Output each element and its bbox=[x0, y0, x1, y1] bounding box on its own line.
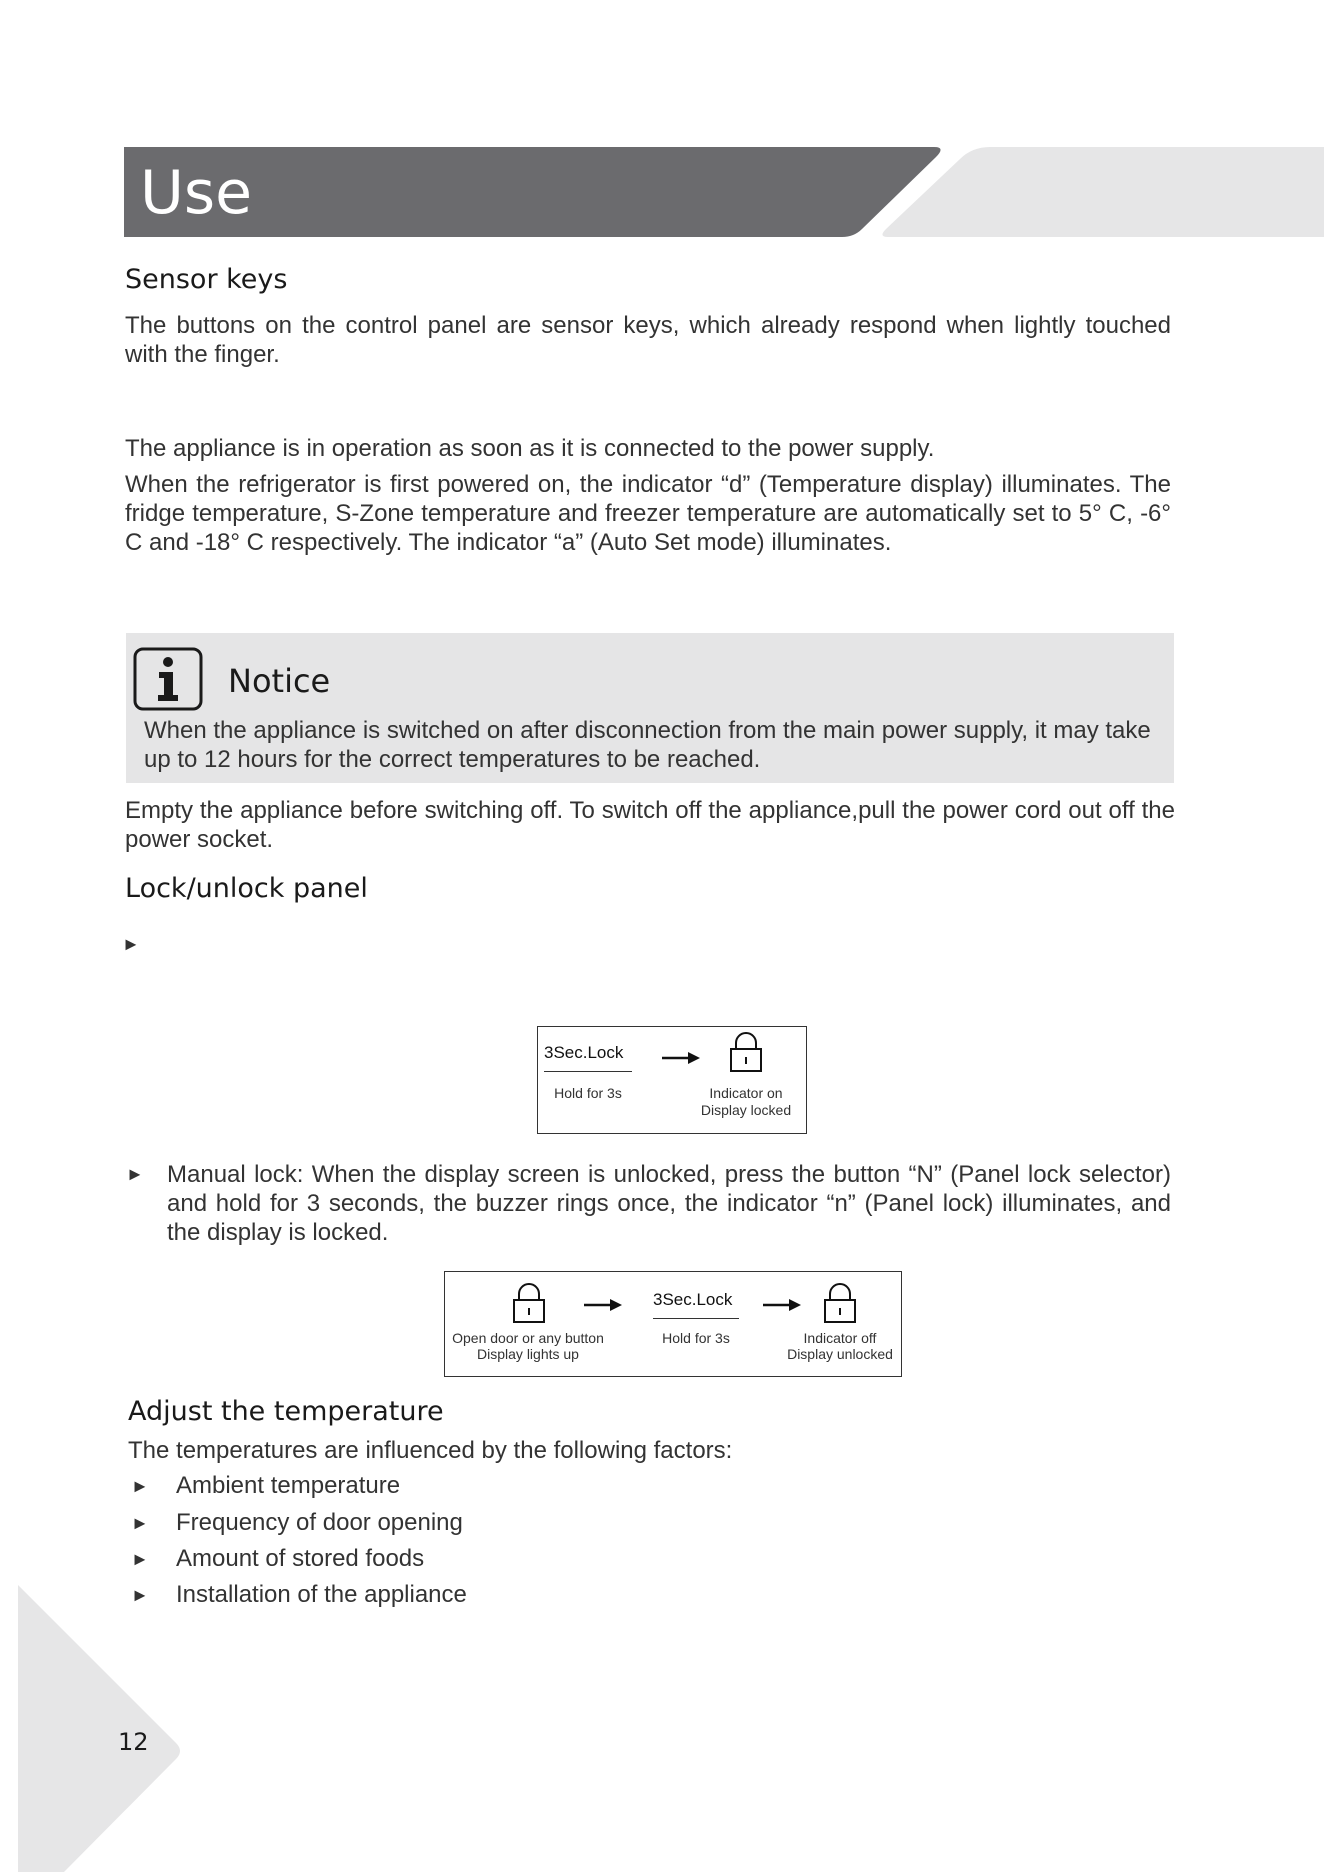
display-unlocked-label: Display unlocked bbox=[787, 1346, 893, 1362]
divider bbox=[653, 1318, 739, 1319]
lock-button-label: 3Sec.Lock bbox=[544, 1043, 624, 1062]
factor-item: Frequency of door opening bbox=[176, 1509, 463, 1536]
footer-corner-shape bbox=[0, 1585, 182, 1872]
lock-icon bbox=[729, 1031, 763, 1073]
notice-text: When the appliance is switched on after disconnection from the main power supply, it may take up to 12 hours for the correct temperatures to be reached. bbox=[144, 717, 1151, 773]
factor-item: Ambient temperature bbox=[176, 1472, 401, 1499]
indicator-on-label: Indicator on bbox=[709, 1085, 783, 1101]
arrow-right-icon bbox=[763, 1298, 803, 1312]
bullet-arrow: ► bbox=[131, 1585, 149, 1605]
display-lights-up-label: Display lights up bbox=[477, 1346, 579, 1362]
sensor-keys-text: The buttons on the control panel are sensor keys, which already respond when lightly touched with the finger. bbox=[125, 312, 1171, 368]
lock-icon bbox=[512, 1282, 546, 1324]
unlock-diagram bbox=[444, 1271, 902, 1377]
arrow-right-icon bbox=[662, 1051, 702, 1065]
page-number: 12 bbox=[118, 1728, 149, 1756]
bullet-arrow: ► bbox=[126, 1164, 144, 1184]
bullet-arrow: ► bbox=[131, 1476, 149, 1496]
open-door-label: Open door or any button bbox=[452, 1330, 604, 1346]
hold-label: Hold for 3s bbox=[554, 1085, 622, 1101]
operation-text-2: When the refrigerator is first powered on, the indicator “d” (Temperature display) illuminates. The fridge temperature, S-Zone temperature and freezer temperature are automatically set to 5° C, -6° C and -18° C respectively. The indicator “a” (Auto Set mode) illuminates. bbox=[125, 471, 1171, 556]
adjust-heading: Adjust the temperature bbox=[128, 1396, 444, 1427]
operation-text-1: The appliance is in operation as soon as it is connected to the power supply. bbox=[125, 435, 935, 462]
bullet-arrow: ► bbox=[122, 934, 140, 954]
notice-title: Notice bbox=[228, 662, 331, 700]
indicator-off-label: Indicator off bbox=[803, 1330, 877, 1346]
adjust-intro: The temperatures are influenced by the following factors: bbox=[128, 1437, 733, 1464]
arrow-right-icon bbox=[584, 1298, 624, 1312]
info-icon bbox=[133, 647, 203, 711]
divider bbox=[544, 1071, 632, 1072]
display-locked-label: Display locked bbox=[700, 1102, 792, 1118]
lock-button-label: 3Sec.Lock bbox=[653, 1290, 733, 1309]
bullet-arrow: ► bbox=[131, 1513, 149, 1533]
hold-label: Hold for 3s bbox=[662, 1330, 730, 1346]
header-corner-shape bbox=[880, 147, 1324, 237]
manual-lock-text: Manual lock: When the display screen is unlocked, press the button “N” (Panel lock selector) and hold for 3 seconds, the buzzer rings once, the indicator “n” (Panel lock) illuminates, and the display is locked. bbox=[167, 1161, 1171, 1246]
factor-item: Amount of stored foods bbox=[176, 1545, 425, 1572]
lock-icon bbox=[823, 1282, 857, 1324]
lock-panel-heading: Lock/unlock panel bbox=[125, 873, 368, 904]
page-title: Use bbox=[140, 158, 253, 228]
lock-diagram bbox=[537, 1026, 807, 1134]
sensor-keys-heading: Sensor keys bbox=[125, 264, 288, 295]
bullet-arrow: ► bbox=[131, 1549, 149, 1569]
switch-off-text: Empty the appliance before switching off. To switch off the appliance,pull the power cord out off the power socket. bbox=[125, 797, 1175, 853]
factor-item: Installation of the appliance bbox=[176, 1581, 467, 1608]
